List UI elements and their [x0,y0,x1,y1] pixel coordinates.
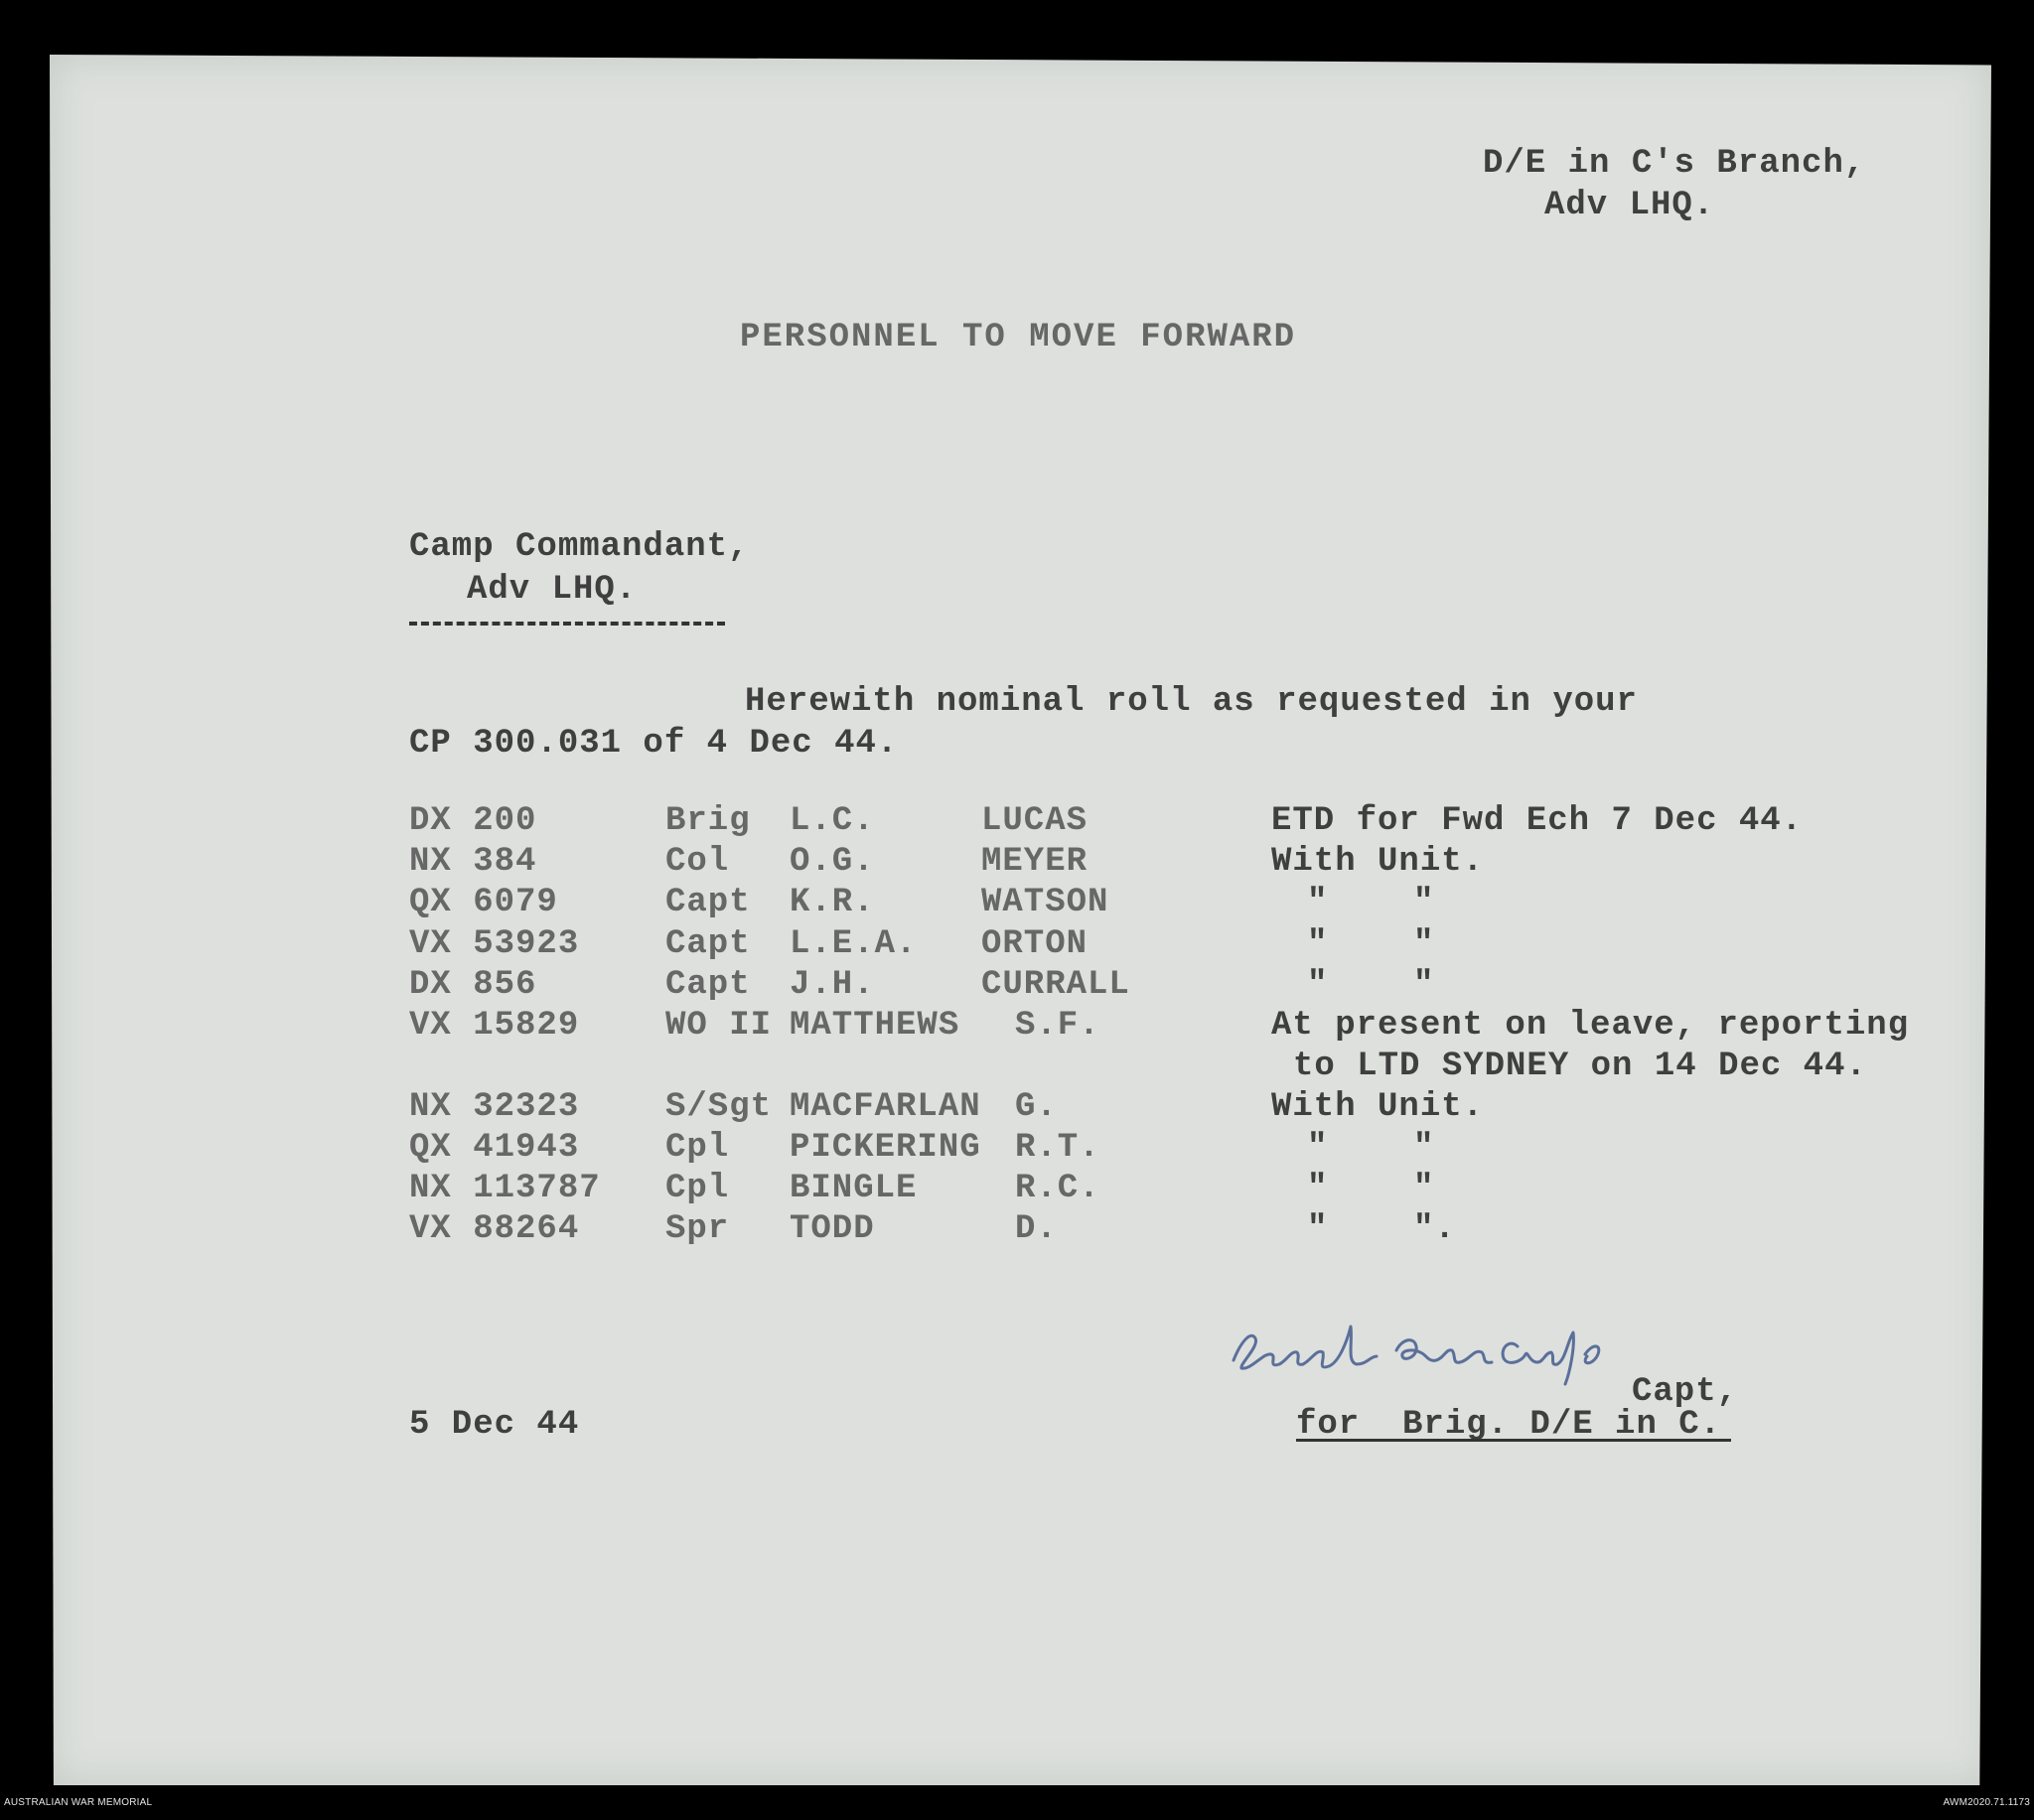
signature-underline [1296,1439,1731,1442]
surname: R.T. [1015,1129,1100,1167]
service-number: NX 113787 [409,1170,601,1207]
addressee-underline [409,622,725,626]
branch-line-1: D/E in C's Branch, [1483,145,1866,183]
remark: With Unit. [1271,1088,1485,1126]
initials: O.G. [790,843,875,881]
branch-line-2: Adv LHQ. [1544,187,1715,224]
rank: WO II [665,1007,773,1045]
remark: " " [1307,1129,1435,1167]
rank: Cpl [665,1129,730,1167]
rank: Col [665,843,730,881]
initials: L.C. [790,802,875,840]
initials: L.E.A. [790,925,918,963]
surname: D. [1015,1210,1058,1248]
addressee-line-2: Adv LHQ. [467,571,638,609]
initials: MACFARLAN [790,1088,981,1126]
initials: K.R. [790,884,875,921]
surname: G. [1015,1088,1058,1126]
remark: At present on leave, reporting [1271,1007,1910,1045]
remark: " ". [1307,1210,1456,1248]
service-number: NX 32323 [409,1088,580,1126]
document-title: PERSONNEL TO MOVE FORWARD [740,319,1297,356]
rank: Spr [665,1210,730,1248]
remark: " " [1307,884,1435,921]
remark: " " [1307,1170,1435,1207]
rank: S/Sgt [665,1088,773,1126]
remark: ETD for Fwd Ech 7 Dec 44. [1271,802,1804,840]
signature-for-line: for Brig. D/E in C. [1296,1406,1722,1444]
signature-rank: Capt, [1632,1373,1739,1411]
rank: Brig [665,802,751,840]
initials: PICKERING [790,1129,981,1167]
remark: " " [1307,966,1435,1004]
surname: WATSON [981,884,1109,921]
initials: MATTHEWS [790,1007,960,1045]
document-date: 5 Dec 44 [409,1406,580,1444]
rank: Capt [665,884,751,921]
surname: LUCAS [981,802,1089,840]
surname: CURRALL [981,966,1130,1004]
surname: ORTON [981,925,1089,963]
remark: With Unit. [1271,843,1485,881]
service-number: VX 53923 [409,925,580,963]
initials: J.H. [790,966,875,1004]
rank: Capt [665,925,751,963]
archive-label: AUSTRALIAN WAR MEMORIAL [4,1797,153,1808]
body-line-1: Herewith nominal roll as requested in your [745,683,1638,721]
rank: Cpl [665,1170,730,1207]
surname: MEYER [981,843,1089,881]
addressee-line-1: Camp Commandant, [409,528,750,566]
initials: TODD [790,1210,875,1248]
surname: R.C. [1015,1170,1100,1207]
service-number: QX 41943 [409,1129,580,1167]
rank: Capt [665,966,751,1004]
service-number: DX 856 [409,966,537,1004]
remark: " " [1307,925,1435,963]
service-number: QX 6079 [409,884,558,921]
service-number: NX 384 [409,843,537,881]
initials: BINGLE [790,1170,918,1207]
surname: S.F. [1015,1007,1100,1045]
service-number: VX 88264 [409,1210,580,1248]
service-number: DX 200 [409,802,537,840]
archive-reference: AWM2020.71.1173 [1943,1797,2030,1808]
body-line-2: CP 300.031 of 4 Dec 44. [409,725,899,763]
remark-continuation: to LTD SYDNEY on 14 Dec 44. [1293,1048,1867,1085]
service-number: VX 15829 [409,1007,580,1045]
